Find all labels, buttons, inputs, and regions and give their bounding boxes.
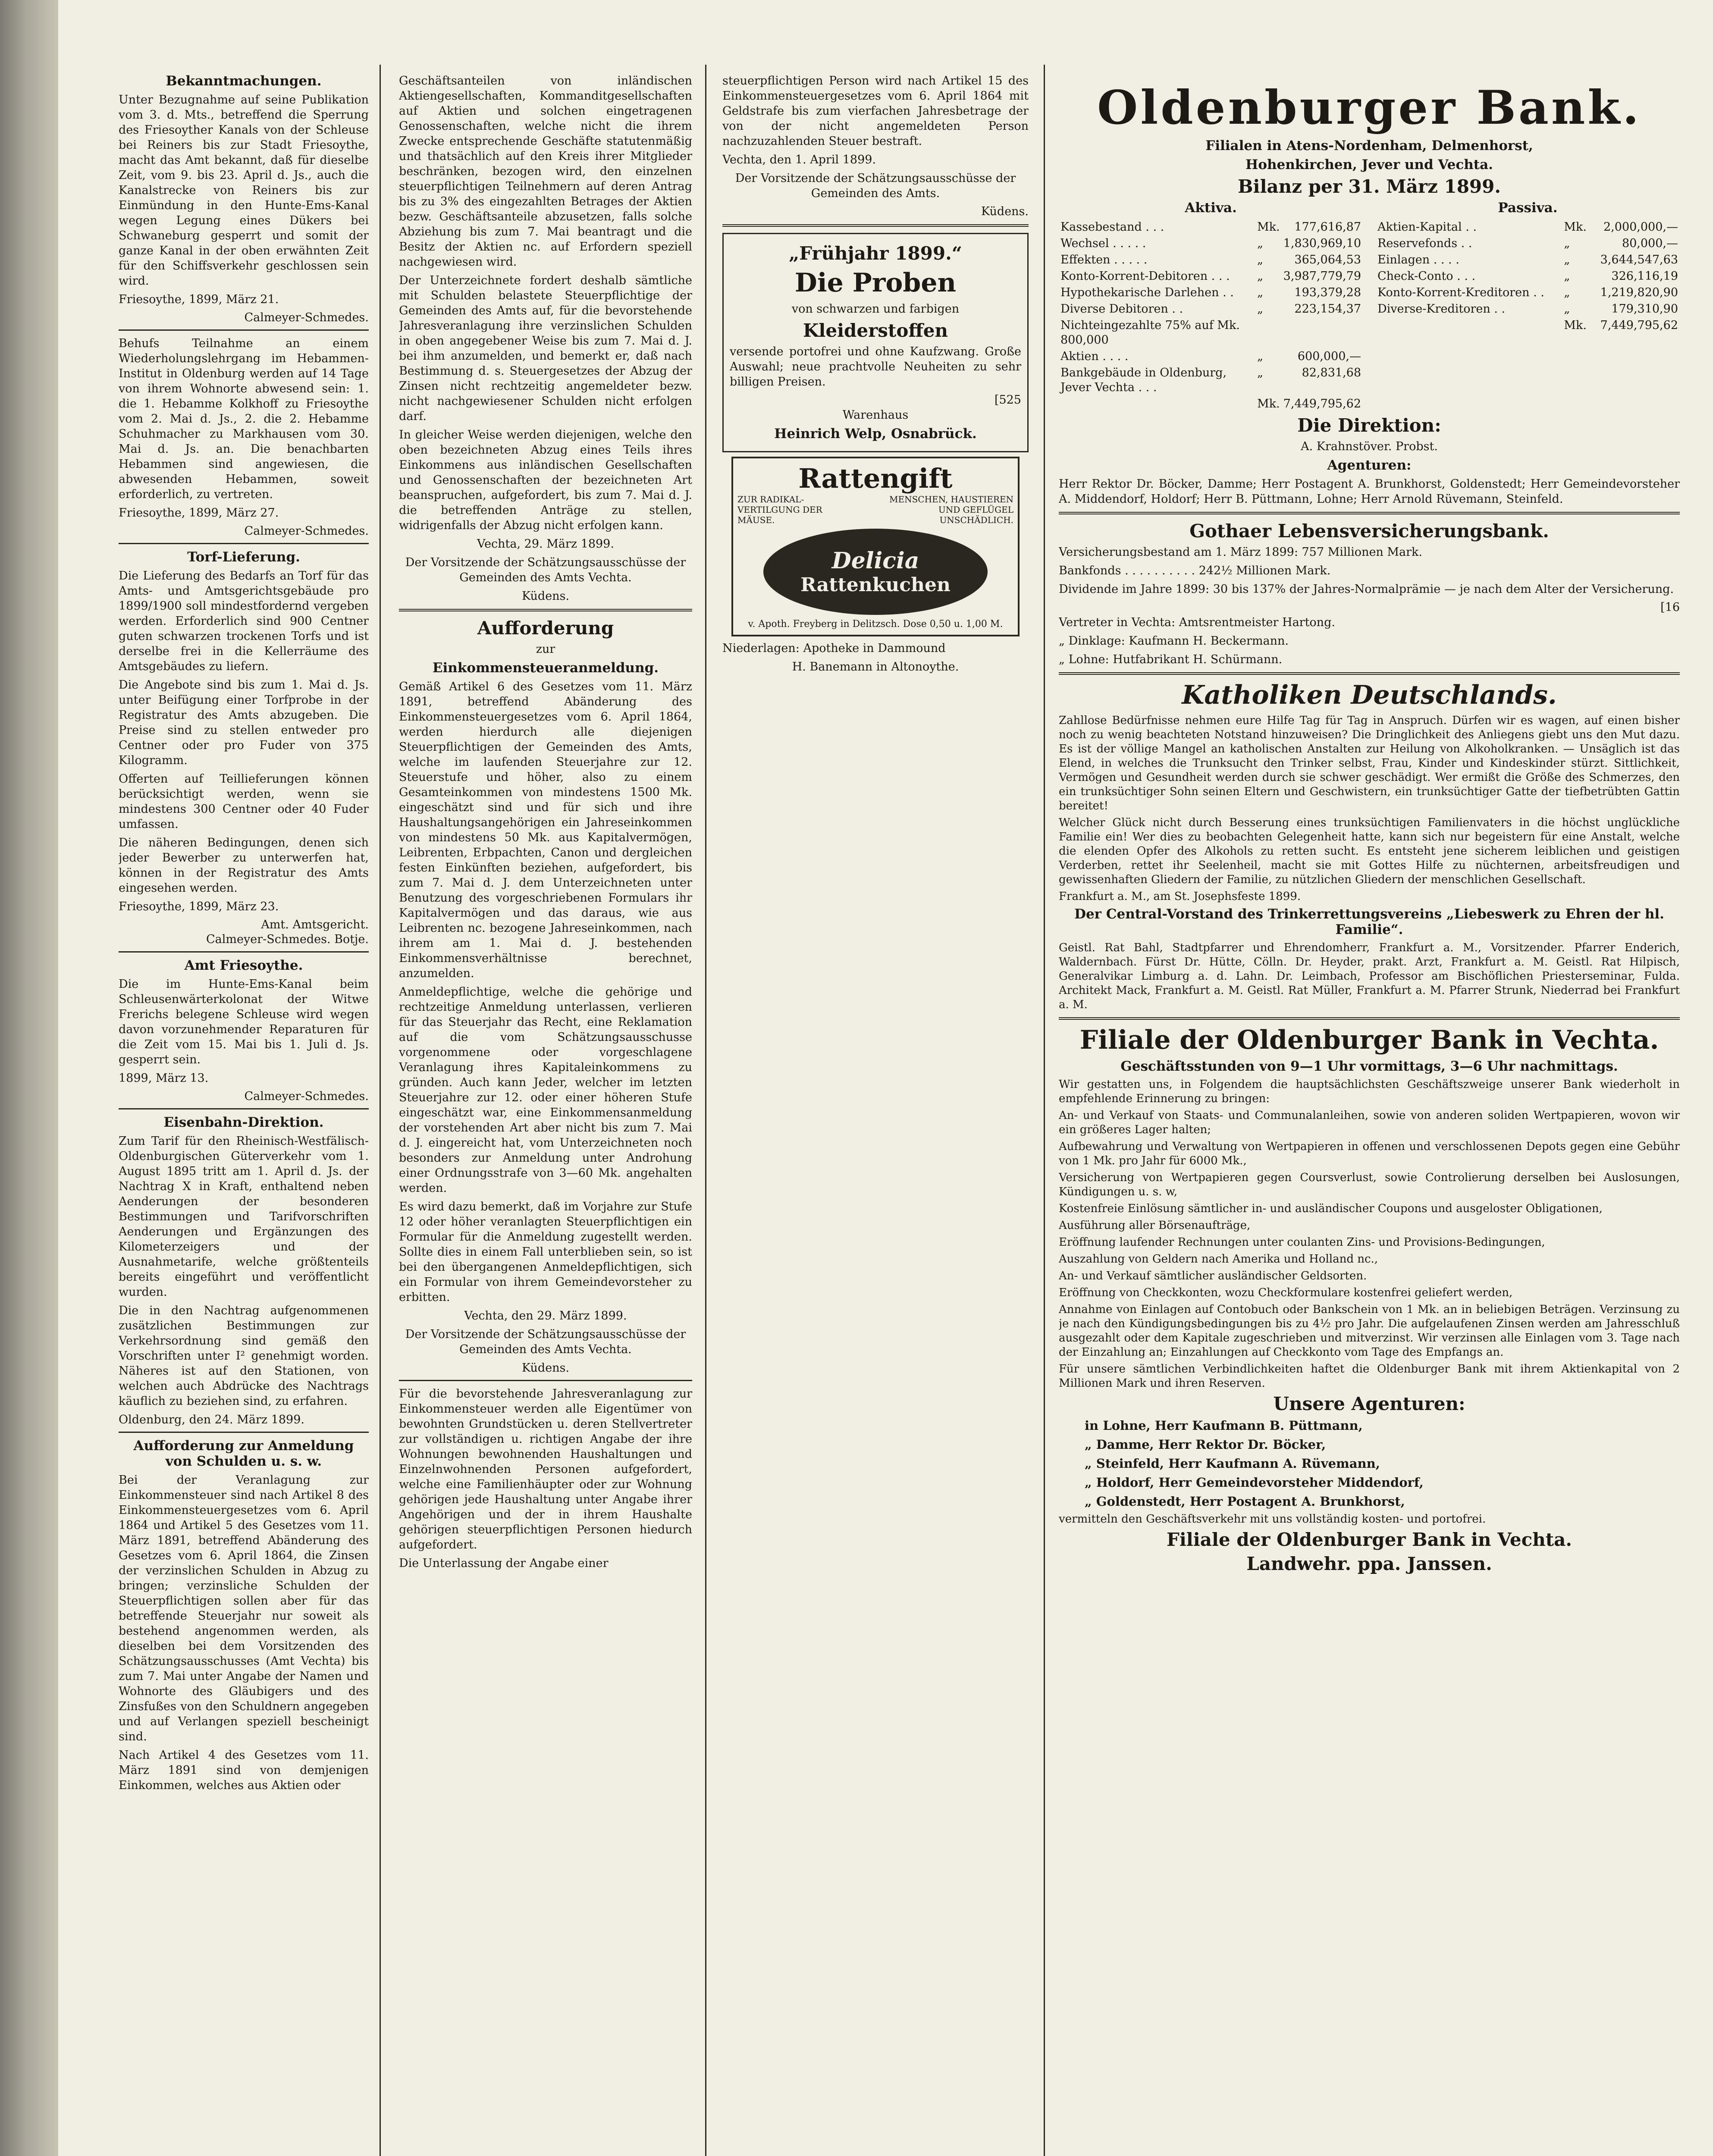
gotha-line: Dividende im Jahre 1899: 30 bis 137% der Jahres-Normalprämie — je nach dem Alter der Versicherung. <box>1059 583 1674 596</box>
notice-subheading: Einkommensteueranmeldung. <box>432 660 659 676</box>
balance-currency: „ <box>1257 350 1264 363</box>
notice-date: Vechta, den 1. April 1899. <box>722 153 876 166</box>
notice-text: Die im Hunte-Ems-Kanal beim Schleusenwärterkolonat der Witwe Frerichs belegene Schleuse wird wegen davon vorzunehmender Reparaturen für die Zeit vom 15. Mai bis 1. Juli d. Js. gesperrt sein. <box>119 978 369 1066</box>
notice-signature: Der Vorsitzende der Schätzungsausschüsse der Gemeinden des Amts. <box>735 172 1016 200</box>
notice-date: Friesoythe, 1899, März 23. <box>119 900 279 913</box>
passiva-heading: Passiva. <box>1498 200 1558 216</box>
divider <box>119 329 369 331</box>
divider <box>1059 672 1680 675</box>
ad-claims <box>737 494 1013 525</box>
notice-signature: Amt. Amtsgericht. <box>261 918 369 931</box>
notice-heading: Torf-Lieferung. <box>187 549 300 565</box>
notice-text: Offerten auf Teillieferungen können berücksichtigt werden, wenn sie mindestens 300 Centner oder 40 Fuder umfassen. <box>119 772 369 831</box>
filiale-service-item: Ausführung aller Börsenaufträge, <box>1059 1219 1251 1232</box>
rat-poison-advertisement <box>731 457 1020 636</box>
notice-text: Die Unterlassung der Angabe einer <box>399 1557 609 1570</box>
direktion-heading: Die Direktion: <box>1297 415 1441 436</box>
balance-row <box>1059 235 1363 252</box>
balance-row <box>1059 268 1363 285</box>
ad-depot: Niederlagen: Apotheke in Dammound <box>722 642 946 655</box>
ad-claim-left: ZUR RADIKAL-VERTILGUNG DER MÄUSE. <box>737 494 822 525</box>
passiva-block <box>1376 200 1680 412</box>
balance-value: 3,644,547,63 <box>1600 253 1678 266</box>
filiale-service-item: Für unsere sämtlichen Verbindlichkeiten haftet die Oldenburger Bank mit ihrem Aktienkapital von 2 Millionen Mark und ihren Reserven. <box>1059 1363 1680 1390</box>
fabric-advertisement <box>722 233 1029 452</box>
gotha-agent: Vertreter in Vechta: Amtsrentmeister Hartong. <box>1059 616 1335 629</box>
balance-label: Aktien-Kapital . . <box>1377 220 1477 234</box>
notice-heading: Amt Friesoythe. <box>184 958 303 973</box>
balance-value: 600,000,— <box>1297 350 1361 363</box>
balance-currency: „ <box>1564 237 1570 250</box>
ad-number: [525 <box>994 393 1021 407</box>
aktiva-heading: Aktiva. <box>1185 200 1237 216</box>
notice-date: Friesoythe, 1899, März 21. <box>119 293 279 306</box>
ad-text: versende portofrei und ohne Kaufzwang. Große Auswahl; neue prachtvolle Neuheiten zu sehr billigen Preisen. <box>730 345 1021 389</box>
balance-value: 1,830,969,10 <box>1283 237 1361 250</box>
agency-item: in Lohne, Herr Kaufmann B. Püttmann, <box>1085 1418 1363 1433</box>
divider <box>119 1108 369 1109</box>
balance-label: Reservefonds . . <box>1377 237 1472 250</box>
ad-depot: H. Banemann in Altonoythe. <box>792 660 959 674</box>
notice-text: Behufs Teilnahme an einem Wiederholungslehrgang im Hebammen-Institut in Oldenburg werden auf 14 Tage von ihrem Wohnorte abwesend sein: 1. die 1. Hebamme Kolkhoff zu Friesoythe vom 2. Mai d. Js., 2. die 2. Hebamme Schuhmacher zu Markhausen vom 30. Mai d. Js. an. Die benachbarten Hebammen sind angewiesen, die abwesenden Hebammen, soweit erforderlich, zu vertreten. <box>119 337 369 501</box>
balance-value: 7,449,795,62 <box>1283 397 1361 411</box>
column-2 <box>399 73 692 1574</box>
ad-text: von schwarzen und farbigen <box>791 302 960 316</box>
balance-value <box>1282 317 1363 348</box>
notice-signature: Calmeyer-Schmedes. Botje. <box>206 933 369 946</box>
column-3 <box>722 73 1029 678</box>
filiale-hours: Geschäftsstunden von 9—1 Uhr vormittags, 3—6 Uhr nachmittags. <box>1120 1059 1618 1074</box>
filiale-intro: Wir gestatten uns, in Folgendem die hauptsächlichsten Geschäftszweige unserer Bank wiederholt in empfehlende Erinnerung zu bringen: <box>1059 1078 1680 1105</box>
balance-currency: „ <box>1257 237 1264 250</box>
filiale-service-item: Eröffnung laufender Rechnungen unter coulanten Zins- und Provisions-Bedingungen, <box>1059 1236 1545 1249</box>
balance-label <box>1376 317 1562 334</box>
brand-name: Delicia <box>831 548 919 574</box>
notice-heading: Bekanntmachungen. <box>166 73 322 89</box>
balance-label: Kassebestand . . . <box>1060 220 1164 234</box>
notice-date: Vechta, den 29. März 1899. <box>464 1309 627 1322</box>
balance-currency: „ <box>1564 286 1570 299</box>
balance-currency: „ <box>1564 302 1570 316</box>
agencies-list <box>1059 1417 1680 1510</box>
balance-value: 193,379,28 <box>1294 286 1361 299</box>
balance-label: Nichteingezahlte 75% auf Mk. 800,000 <box>1060 319 1240 347</box>
divider <box>1059 1017 1680 1020</box>
notice-signature: Küdens. <box>981 205 1029 218</box>
notice-signature: Calmeyer-Schmedes. <box>244 1090 369 1103</box>
notice-text: steuerpflichtigen Person wird nach Artikel 15 des Einkommensteuergesetzes vom 6. April 1864 mit Geldstrafe bis zum vierfachen Jahresbetrage der von der nicht angemeldeten Person nachzuzahlenden Steuer bestraft. <box>722 74 1029 148</box>
balance-row <box>1059 348 1363 365</box>
filiale-service-item: Auszahlung von Geldern nach Amerika und Holland nc., <box>1059 1253 1378 1266</box>
filiale-service-item: Annahme von Einlagen auf Contobuch oder Bankschein von 1 Mk. an in beliebigen Beträgen. Verzinsung zu je nach den Kündigungsbedingungen bis zu 4½ pro Jahr. Die aufgelaufenen Zinsen werden am Jahresschluß ausgezahlt oder dem Kapitale zugeschrieben und mitverzinst. Wir verzinsen alle Einlagen vom 3. Tage nach der Einzahlung an; Einzahlungen auf Checkkonto vom Tage des Empfangs an. <box>1059 1303 1680 1359</box>
binding-fold <box>0 0 58 2156</box>
passiva-table <box>1376 219 1680 334</box>
notice-text: Gemäß Artikel 6 des Gesetzes vom 11. März 1891, betreffend Abänderung des Einkommensteuergesetzes vom 6. April 1864, werden hierdurch alle diejenigen Steuerpflichtigen der Gemeinden des Amts, welche im laufenden Steuerjahre zur 12. Steuerstufe und höher, also zu einem Gesamteinkommen von mindestens 1500 Mk. eingeschätzt sind und für sich und ihre Haushaltungsangehörigen ein Jahreseinkommen von mindestens 50 Mk. aus Kapitalvermögen, Leibrenten, Erbpachten, Canon und dergleichen festen Einkünften beziehen, aufgefordert, bis zum 7. Mai d. J. dem Unterzeichneten unter Benutzung des vorgeschriebenen Formulars ihr Kapitalvermögen und das daraus, wie aus Leibrenten nc. bezogene Jahreseinkommen, nach ihrem am 1. Mai d. J. bestehenden Einkommensverhältnisse berechnet, anzumelden. <box>399 680 692 980</box>
aktiva-table <box>1059 219 1363 412</box>
balance-label: Wechsel . . . . . <box>1060 237 1146 250</box>
balance-currency: „ <box>1257 270 1264 283</box>
balance-label <box>1059 396 1255 412</box>
balance-value: 3,987,779,79 <box>1283 270 1361 283</box>
ad-heading: „Frühjahr 1899.“ <box>789 243 962 264</box>
notice-signature: Küdens. <box>521 1361 570 1375</box>
balance-row <box>1059 252 1363 268</box>
balance-value: 223,154,37 <box>1294 302 1361 316</box>
agency-item: „ Damme, Herr Rektor Dr. Böcker, <box>1085 1437 1326 1452</box>
divider <box>722 224 1029 227</box>
filiale-service-item: Eröffnung von Checkkonten, wozu Checkformulare kostenfrei geliefert werden, <box>1059 1286 1513 1299</box>
column-1 <box>119 73 369 1796</box>
ad-heading: Die Proben <box>794 268 957 298</box>
filiale-service-item: Aufbewahrung und Verwaltung von Wertpapieren in offenen und verschlossenen Depots gegen eine Gebühr von 1 Mk. pro Jahr für 6000 Mk., <box>1059 1140 1680 1167</box>
notice-text: Für die bevorstehende Jahresveranlagung zur Einkommensteuer werden alle Eigentümer von bewohnten Grundstücken u. deren Stellvertreter zur vollständigen u. richtigen Angabe der ihre Wohnungen bewohnenden Haushaltungen und Einzelnwohnenden Personen aufgefordert, welche eine Familienhäupter oder zur Wohnung gehörigen jede Haushaltung unter Angabe ihrer Angehörigen und der in ihrem Haushalte gehörigen steuerpflichtigen Personen hiedurch aufgefordert. <box>399 1387 692 1551</box>
balance-value: 179,310,90 <box>1611 302 1678 316</box>
column-rule <box>705 65 706 2156</box>
notice-date: Friesoythe, 1899, März 27. <box>119 506 279 520</box>
filiale-services <box>1059 1109 1680 1391</box>
balance-value: 1,219,820,90 <box>1600 286 1678 299</box>
appeal-text: Zahllose Bedürfnisse nehmen eure Hilfe Tag für Tag in Anspruch. Dürfen wir es wagen, auf einen bisher noch zu wenig beachteten Notstand hinzuweisen? Die Dringlichkeit des Anliegens giebt uns den Mut dazu. Es ist der völlige Mangel an katholischen Anstalten zur Heilung von Alkoholkranken. — Unsäglich ist das Elend, in welches die Trunksucht den Trinker selbst, Frau, Kinder und Kindeskinder stürzt. Sittlichkeit, Vermögen und Gesundheit werden durch sie schwer geschädigt. Wer ermißt die Größe des Schmerzes, den ein trunksüchtiger Sohn seinen Eltern und Geschwistern, ein trunksüchtiger Gatte der tiefbetrübten Gattin bereitet! <box>1059 714 1680 812</box>
notice-text: Unter Bezugnahme auf seine Publikation vom 3. d. Mts., betreffend die Sperrung des Friesoyther Kanals von der Schleuse bei Reiners bis zur Stadt Friesoythe, macht das Amt bekannt, daß für dieselbe Zeit, vom 9. bis 23. April d. Js., auch die Kanalstrecke von Reiners bis zur Einmündung in den Hunte-Ems-Kanal wegen Legung eines Dükers bei Schwaneburg gesperrt und somit der ganze Kanal in der oben erwähnten Zeit für den Schiffsverkehr geschlossen sein wird. <box>119 93 369 288</box>
ad-text: Warenhaus <box>842 408 909 422</box>
notice-heading: Aufforderung <box>477 617 614 639</box>
balance-label: Konto-Korrent-Debitoren . . . <box>1060 270 1230 283</box>
balance-currency: Mk. <box>1257 397 1280 411</box>
divider <box>399 609 692 611</box>
ad-number: [16 <box>1660 601 1680 614</box>
divider <box>399 1380 692 1381</box>
notice-text: Der Unterzeichnete fordert deshalb sämtliche mit Schulden belastete Steuerpflichtige der Gemeinden des Amts auf, für die bevorstehende Jahresveranlagung ihre verzinslichen Schulden in oben angegebener Weise bis zum 7. Mai d. J. bei ihm anzumelden, und bemerkt er, daß nach Bestimmung d. s. Steuergesetzes der Abzug der Zinsen nicht rechtzeitig angemeldeter bezw. nicht nachgewiesener Schulden nicht erfolgen darf. <box>399 274 692 423</box>
column-rule <box>380 65 381 2156</box>
balance-currency: „ <box>1257 366 1264 379</box>
divider <box>119 951 369 953</box>
notice-heading: Aufforderung zur Anmeldung von Schulden u. s. w. <box>133 1438 354 1469</box>
balance-value: 326,116,19 <box>1611 270 1678 283</box>
balance-row <box>1059 317 1363 348</box>
agencies-tail: vermitteln den Geschäftsverkehr mit uns vollständig kosten- und portofrei. <box>1059 1513 1486 1526</box>
balance-value: 177,616,87 <box>1294 220 1361 234</box>
notice-text: Anmeldepflichtige, welche die gehörige und rechtzeitige Anmeldung unterlassen, verlieren für das Steuerjahr das Recht, eine Reklamation auf die vom Schätzungsausschusse vorgenommene oder vorgeschlagene Veranlagung ihres Kapitaleinkommens zu gründen. Auch kann Jeder, welcher im letzten Steuerjahre zur 12. oder einer höheren Stufe eingeschätzt war, eine Einkommensanmeldung der vorstehenden Art aber nicht bis zum 7. Mai d. J. eingereicht hat, vom Unterzeichneten noch besonders zur Anmeldung unter Androhung einer Ordnungsstrafe von 3—60 Mk. angehalten werden. <box>399 985 692 1195</box>
bank-title: Oldenburger Bank. <box>1097 81 1641 135</box>
rat-poison-logo <box>763 529 988 615</box>
balance-value: 80,000,— <box>1622 237 1678 250</box>
balance-label: Effekten . . . . . <box>1060 253 1148 266</box>
balance-row <box>1376 317 1680 334</box>
balance-currency <box>1255 317 1282 348</box>
notice-text: Bei der Veranlagung zur Einkommensteuer sind nach Artikel 8 des Einkommensteuergesetzes vom 6. April 1864 und Artikel 5 des Gesetzes vom 11. März 1891, betreffend Abänderung des Gesetzes vom 6. April 1864, die Zinsen der verzinslichen Schulden in Abzug zu bringen; verzinsliche Schulden der Steuerpflichtigen sollen aber für das betreffende Steuerjahr nur soweit als bestehend angenommen werden, als dieselben bei dem Vorsitzenden des Schätzungsausschusses (Amt Vechta) bis zum 7. Mai unter Angabe der Namen und Wohnorte des Gläubigers und des Zinsfußes von den Schuldnern angegeben und auf Verlangen speziell bescheinigt sind. <box>119 1473 369 1743</box>
notice-text: Die Lieferung des Bedarfs an Torf für das Amts- und Amtsgerichtsgebäude pro 1899/1900 soll mindestfordernd vergeben werden. Erforderlich sind 900 Centner guten schwarzen trockenen Torfs und ist derselbe frei in die Kellerräume des Amtsgebäudes zu liefern. <box>119 569 369 673</box>
notice-signature: Der Vorsitzende der Schätzungsausschüsse der Gemeinden des Amts Vechta. <box>405 1328 686 1356</box>
ad-heading: Kleiderstoffen <box>803 320 948 341</box>
ad-claim-right: MENSCHEN, HAUSTIEREN UND GEFLÜGEL UNSCHÄDLICH. <box>889 494 1013 525</box>
gotha-agent: „ Dinklage: Kaufmann H. Beckermann. <box>1059 634 1289 648</box>
filiale-signatures: Landwehr. ppa. Janssen. <box>1246 1553 1492 1574</box>
column-4 <box>1059 73 1680 1577</box>
ad-company: Heinrich Welp, Osnabrück. <box>774 426 977 442</box>
balance-label: Hypothekarische Darlehen . . <box>1060 286 1234 299</box>
notice-text: Die näheren Bedingungen, denen sich jeder Bewerber zu unterwerfen hat, können in der Registratur des Amts eingesehen werden. <box>119 836 369 895</box>
balance-currency: „ <box>1257 302 1264 316</box>
product-name: Rattenkuchen <box>800 574 951 596</box>
bank-branches: Filialen in Atens-Nordenham, Delmenhorst, <box>1205 138 1533 154</box>
filiale-service-item: An- und Verkauf sämtlicher ausländischer Geldsorten. <box>1059 1269 1367 1282</box>
katholiken-heading: Katholiken Deutschlands. <box>1182 680 1557 710</box>
agenturen-heading: Agenturen: <box>1327 458 1412 473</box>
balance-currency: „ <box>1564 253 1570 266</box>
newspaper-page <box>58 0 1713 2156</box>
notice-signature: Calmeyer-Schmedes. <box>244 524 369 538</box>
ad-maker: v. Apoth. Freyberg in Delitzsch. Dose 0,50 u. 1,00 M. <box>748 619 1003 630</box>
gotha-line: Bankfonds . . . . . . . . . . 242½ Millionen Mark. <box>1059 564 1331 577</box>
notice-text: Zum Tarif für den Rheinisch-Westfälisch-Oldenburgischen Güterverkehr vom 1. August 1895 tritt am 1. April d. Js. der Nachtrag X in Kraft, enthaltend neben Aenderungen der besonderen Bestimmungen und Tarifvorschriften Aenderungen und Ergänzungen des Kilometerzeigers und der Ausnahmetarife, welche größtenteils bereits eingeführt und veröffentlicht wurden. <box>119 1134 369 1299</box>
balance-label: Check-Conto . . . <box>1377 270 1476 283</box>
balance-label: Diverse-Kreditoren . . <box>1377 302 1506 316</box>
balance-label: Einlagen . . . . <box>1377 253 1459 266</box>
gotha-agent: „ Lohne: Hutfabrikant H. Schürmann. <box>1059 653 1283 666</box>
bank-branches: Hohenkirchen, Jever und Vechta. <box>1246 157 1493 172</box>
balance-currency: „ <box>1564 270 1570 283</box>
balance-title: Bilanz per 31. März 1899. <box>1238 176 1501 197</box>
appeal-members: Geistl. Rat Bahl, Stadtpfarrer und Ehrendomherr, Frankfurt a. M., Vorsitzender. Pfarrer Enderich, Waldernbach. Fürst Dr. Hütte, Cölln. Dr. Heyder, prakt. Arzt, Frankfurt a. M. Geistl. Rat Hilpisch, Generalvikar Limburg a. d. Lahn. Dr. Leimbach, Professor am Bischöflichen Priesterseminar, Fulda. Architekt Mack, Frankfurt a. M. Geistl. Rat Müller, Frankfurt a. M. Pfarrer Strunk, Niederrad bei Frankfurt a. M. <box>1059 941 1680 1011</box>
aktiva-block <box>1059 200 1363 412</box>
balance-currency: „ <box>1257 253 1264 266</box>
balance-value: 365,064,53 <box>1294 253 1361 266</box>
filiale-service-item: An- und Verkauf von Staats- und Communalanleihen, sowie von anderen soliden Wertpapieren, wovon wir ein größeres Lager halten; <box>1059 1109 1680 1136</box>
balance-row <box>1376 285 1680 301</box>
divider <box>119 543 369 544</box>
balance-value: 7,449,795,62 <box>1600 319 1678 332</box>
divider <box>119 1432 369 1433</box>
agency-item: „ Holdorf, Herr Gemeindevorsteher Middendorf, <box>1085 1475 1424 1490</box>
notice-text: In gleicher Weise werden diejenigen, welche den oben bezeichneten Abzug eines Teils ihres Einkommens aus inländischen Gesellschaften und Genossenschaften der bezeichneten Art beanspruchen, aufgefordert, bis zum 7. Mai d. J. die betreffenden Anträge zu stellen, widrigenfalls der Abzug nicht erfolgen kann. <box>399 428 692 532</box>
balance-row <box>1376 219 1680 235</box>
balance-row <box>1059 219 1363 235</box>
gotha-line: Versicherungsbestand am 1. März 1899: 757 Millionen Mark. <box>1059 545 1422 559</box>
balance-row <box>1059 365 1363 396</box>
balance-currency: Mk. <box>1257 220 1280 234</box>
filiale-heading: Filiale der Oldenburger Bank in Vechta. <box>1079 1025 1659 1055</box>
notice-signature: Der Vorsitzende der Schätzungsausschüsse der Gemeinden des Amts Vechta. <box>405 556 686 584</box>
notice-date: Vechta, 29. März 1899. <box>477 537 614 551</box>
balance-row <box>1376 235 1680 252</box>
balance-row <box>1059 301 1363 317</box>
balance-currency: Mk. <box>1564 319 1587 332</box>
agency-item: „ Steinfeld, Herr Kaufmann A. Rüvemann, <box>1085 1456 1380 1471</box>
notice-date: 1899, März 13. <box>119 1072 209 1085</box>
ad-heading: Rattengift <box>798 463 953 494</box>
gotha-heading: Gothaer Lebensversicherungsbank. <box>1189 520 1549 542</box>
appeal-date: Frankfurt a. M., am St. Josephsfeste 1899. <box>1059 890 1301 903</box>
notice-text: Es wird dazu bemerkt, daß im Vorjahre zur Stufe 12 oder höher veranlagten Steuerpflichtigen ein Formular für die Anmeldung zugestellt werden. Sollte dies in einem Fall unterblieben sein, so ist bei den übergangenen Anmeldepflichtigen, sich ein Formular von ihrem Gemeindevorsteher zu erbitten. <box>399 1200 692 1304</box>
filiale-service-item: Versicherung von Wertpapieren gegen Coursverlust, sowie Controlierung derselben bei Auslosungen, Kündigungen u. s. w, <box>1059 1171 1680 1198</box>
notice-date: Oldenburg, den 24. März 1899. <box>119 1413 304 1426</box>
divider <box>1059 512 1680 514</box>
notice-subheading: zur <box>536 642 555 656</box>
filiale-footer: Filiale der Oldenburger Bank in Vechta. <box>1167 1529 1572 1550</box>
appeal-signatory: Der Central-Vorstand des Trinkerrettungsvereins „Liebeswerk zu Ehren der hl. Familie“. <box>1074 906 1664 937</box>
filiale-service-item: Kostenfreie Einlösung sämtlicher in- und ausländischer Coupons und ausgeloster Obligationen, <box>1059 1202 1603 1215</box>
notice-heading: Eisenbahn-Direktion. <box>163 1115 324 1130</box>
balance-currency: Mk. <box>1564 220 1587 234</box>
notice-signature: Calmeyer-Schmedes. <box>244 311 369 324</box>
column-rule <box>1044 65 1045 2156</box>
balance-label: Diverse Debitoren . . <box>1060 302 1183 316</box>
balance-row <box>1376 268 1680 285</box>
balance-sheet <box>1059 200 1680 412</box>
balance-label: Bankgebäude in Oldenburg, Jever Vechta . . . <box>1060 366 1227 394</box>
agenturen-text: Herr Rektor Dr. Böcker, Damme; Herr Postagent A. Brunkhorst, Goldenstedt; Herr Gemeindevorsteher A. Middendorf, Holdorf; Herr B. Püttmann, Lohne; Herr Arnold Rüvemann, Steinfeld. <box>1059 477 1680 506</box>
agencies-heading: Unsere Agenturen: <box>1273 1393 1465 1414</box>
notice-text: Die in den Nachtrag aufgenommenen zusätzlichen Bestimmungen zur Verkehrsordnung sind gemäß den Vorschriften unter I² genehmigt worden. Näheres ist auf den Stationen, von welchen auch Abdrücke des Nachtrags käuflich zu beziehen sind, zu erfahren. <box>119 1304 369 1408</box>
direktion-names: A. Krahnstöver. Probst. <box>1301 440 1438 453</box>
appeal-text: Welcher Glück nicht durch Besserung eines trunksüchtigen Familienvaters in die höchst unglückliche Familie ein! Wer dies zu beobachten Gelegenheit hatte, kann sich nur begeistern für eine Anstalt, welche die elenden Opfer des Alkohols zu retten sucht. Es entsteht jene sicherem leiblichen und geistigen Verderben, rettet ihr Seelenheil, macht sie mit Gottes Hilfe zu nüchternen, arbeitsfreudigen und gewissenhaften Gliedern der Familie, zu nützlichen Gliedern der menschlichen Gesellschaft. <box>1059 816 1680 886</box>
notice-signature: Küdens. <box>521 589 570 603</box>
notice-text: Nach Artikel 4 des Gesetzes vom 11. März 1891 sind von demjenigen Einkommen, welches aus Aktien oder <box>119 1749 369 1792</box>
balance-currency: „ <box>1257 286 1264 299</box>
agency-item: „ Goldenstedt, Herr Postagent A. Brunkhorst, <box>1085 1494 1405 1509</box>
balance-label: Konto-Korrent-Kreditoren . . <box>1377 286 1544 299</box>
balance-row <box>1376 252 1680 268</box>
balance-row <box>1376 301 1680 317</box>
balance-label: Aktien . . . . <box>1060 350 1129 363</box>
balance-value: 2,000,000,— <box>1603 220 1678 234</box>
balance-value: 82,831,68 <box>1302 366 1361 379</box>
balance-row <box>1059 285 1363 301</box>
balance-row <box>1059 396 1363 412</box>
notice-text: Geschäftsanteilen von inländischen Aktiengesellschaften, Kommanditgesellschaften auf Aktien und solchen eingetragenen Genossenschaften, welche nicht die ihrem Zwecke entsprechende Geschäfte statutenmäßig und thatsächlich auf den Kreis ihrer Mitglieder beschränken, bezogen wird, den einzelnen steuerpflichtigen Teilnehmern auf deren Antrag bis zu 3% des eingezahlten Betrages der Aktien bezw. Geschäftsanteile abzusetzen, falls solche Abziehung bis zum 7. Mai beantragt und die Besitz der Aktien nc. auf Erfordern speziell nachgewiesen wird. <box>399 74 692 269</box>
notice-text: Die Angebote sind bis zum 1. Mai d. Js. unter Beifügung einer Torfprobe in der Registratur des Amts abzugeben. Die Preise sind zu stellen entweder pro Centner oder pro Fuder von 375 Kilogramm. <box>119 678 369 767</box>
